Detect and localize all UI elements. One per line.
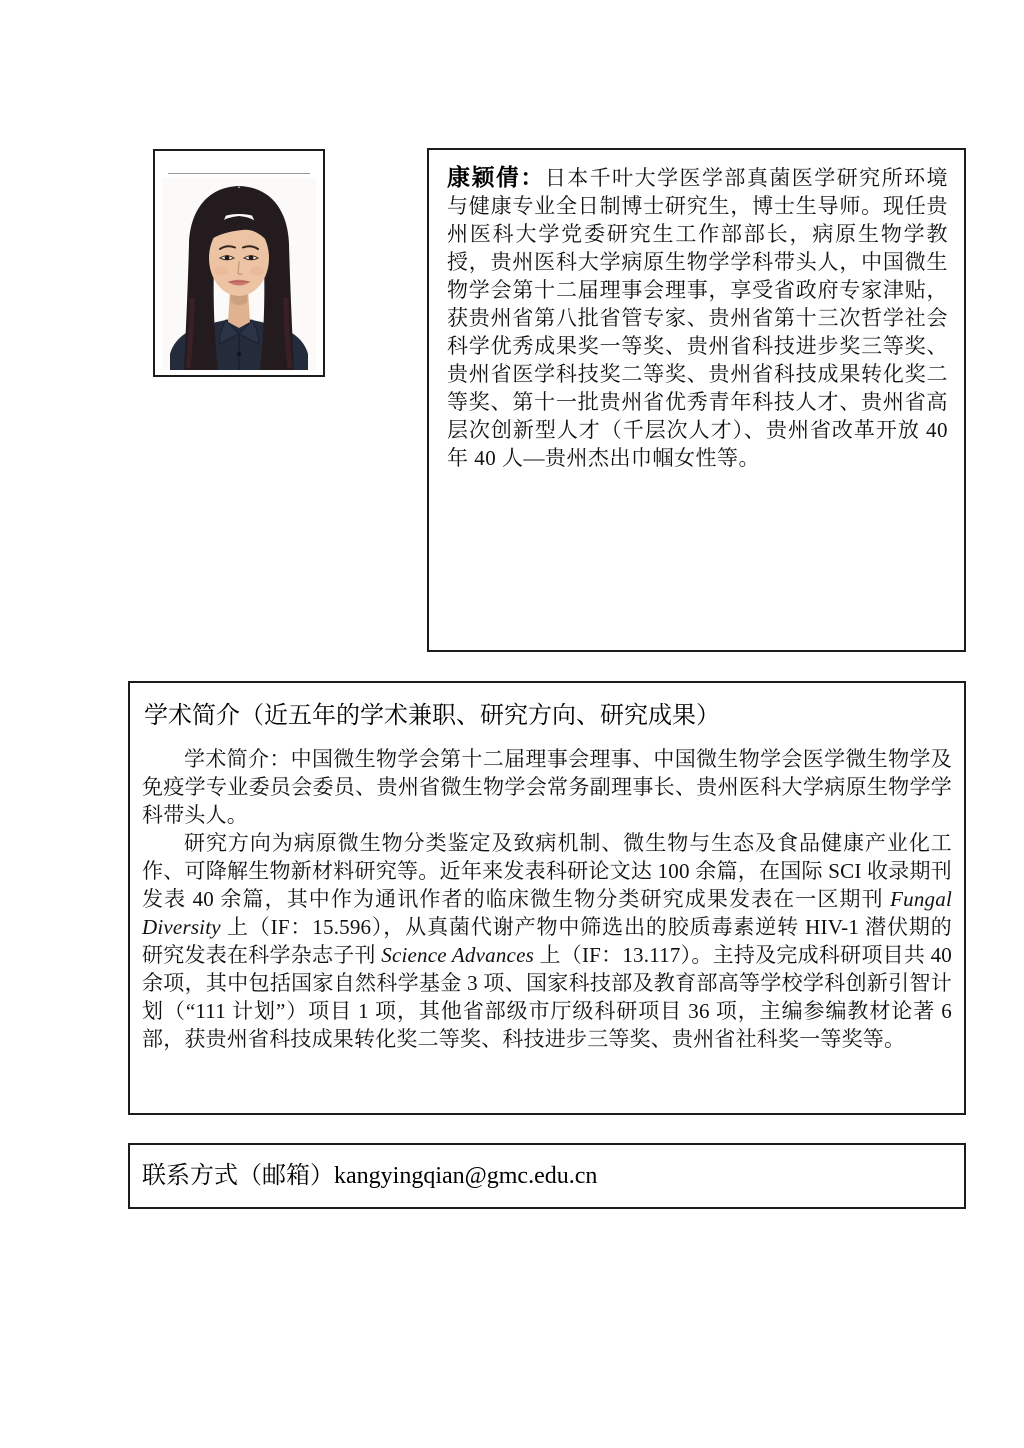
portrait-illustration (162, 178, 316, 370)
contact-line (142, 1161, 597, 1191)
academic-paragraph-1: 学术简介：中国微生物学会第十二届理事会理事、中国微生物学会医学微生物学及免疫学专业委员会委员、贵州省微生物学会常务副理事长、贵州医科大学病原生物学学科带头人。 (142, 747, 952, 827)
portrait-photo (153, 149, 325, 377)
contact-section (128, 1143, 966, 1209)
name-separator: ： (520, 164, 545, 190)
contact-email: kangyingqian@gmc.edu.cn (334, 1163, 598, 1189)
academic-paragraph-2: 研究方向为病原微生物分类鉴定及致病机制、微生物与生态及食品健康产业化工作、可降解生物新材料研究等。近年来发表科研论文达 100 余篇，在国际 SCI 收录期刊发表 40 余篇，其中作为通讯作者的临床微生物分类研究成果发表在一区期刊 Fungal Diversity 上（IF：15.596），从真菌代谢产物中筛选出的胶质毒素逆转 HIV-1 潜伏期的研究发表在科学杂志子刊 Science Advances 上（IF：13.117）。主持及完成科研项目共 40 余项，其中包括国家自然科学基金 3 项、国家科技部及教育部高等学校学科创新引智计划（“111 计划”）项目 1 项，其他省部级市厅级科研项目 36 项，主编参编教材论著 6 部，获贵州省科技成果转化奖二等奖、科技进步三等奖、贵州省社科奖一等奖等。 (142, 831, 952, 1051)
academic-section (128, 681, 966, 1115)
bio-body-text: 日本千叶大学医学部真菌医学研究所环境与健康专业全日制博士研究生，博士生导师。现任贵州医科大学党委研究生工作部部长，病原生物学教授，贵州医科大学病原生物学学科带头人，中国微生物学会第十二届理事会理事，享受省政府专家津贴，获贵州省第八批省管专家、贵州省第十三次哲学社会科学优秀成果奖一等奖、贵州省科技进步奖三等奖、贵州省医学科技奖二等奖、贵州省科技成果转化奖二等奖、第十一批贵州省优秀青年科技人才、贵州省高层次创新型人才（千层次人才）、贵州省改革开放 40 年 40 人—贵州杰出巾帼女性等。 (447, 166, 949, 470)
bio-paragraph (447, 163, 948, 472)
person-name: 康颖倩 (447, 164, 521, 190)
bio-section (427, 148, 966, 652)
academic-heading: 学术简介（近五年的学术兼职、研究方向、研究成果） (144, 703, 720, 729)
photo-backdrop-line (168, 173, 310, 174)
contact-label: 联系方式（邮箱） (142, 1163, 334, 1189)
